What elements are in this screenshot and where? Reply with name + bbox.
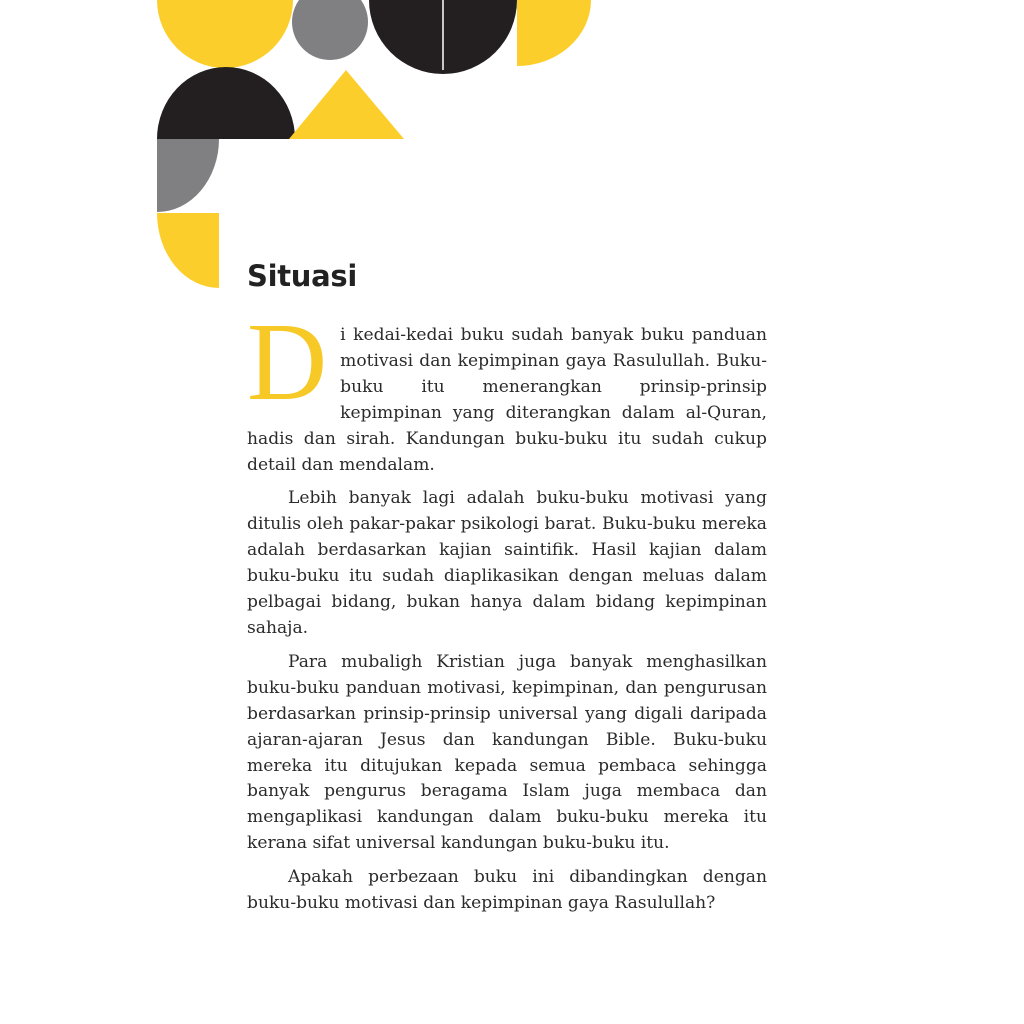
yellow-quarter-circle-top	[517, 0, 591, 66]
yellow-quarter-circle-bottom	[157, 213, 219, 288]
article-body	[247, 301, 767, 925]
black-half-circle-middle	[157, 67, 295, 139]
gray-circle	[292, 0, 368, 60]
paragraph-1	[247, 301, 767, 478]
drop-cap: D	[247, 301, 328, 424]
paragraph-4: Apakah perbezaan buku ini dibandingkan dengan buku-buku motivasi dan kepimpinan gaya Rasulullah?	[247, 867, 767, 914]
section-title: Situasi	[247, 259, 358, 293]
yellow-half-circle-top	[157, 0, 293, 68]
paragraph-2: Lebih banyak lagi adalah buku-buku motivasi yang ditulis oleh pakar-pakar psikologi barat. Buku-buku mereka adalah berdasarkan kajian saintifik. Hasil kajian dalam buku-buku itu sudah diaplikasikan dengan meluas dalam pelbagai bidang, bukan hanya dalam bidang kepimpinan sahaja.	[247, 488, 767, 638]
yellow-triangle	[289, 70, 404, 139]
paragraph-3: Para mubaligh Kristian juga banyak menghasilkan buku-buku panduan motivasi, kepimpinan, dan pengurusan berdasarkan prinsip-prinsip universal yang digali daripada ajaran-ajaran Jesus dan kandungan Bible. Buku-buku mereka itu ditujukan kepada semua pembaca sehingga banyak pengurus beragama Islam juga membaca dan mengaplikasi kandungan dalam buku-buku mereka itu kerana sifat universal kandungan buku-buku itu.	[247, 651, 767, 854]
paragraph-1-text: i kedai-kedai buku sudah banyak buku panduan motivasi dan kepimpinan gaya Rasulullah. Buku-buku itu menerangkan prinsip-prinsip kepimpinan yang diterangkan dalam al-Quran, hadis dan sirah. Kandungan buku-buku itu sudah cukup detail dan mendalam.	[247, 325, 767, 475]
gray-quarter-circle	[157, 139, 219, 212]
geometric-decoration	[0, 0, 600, 300]
